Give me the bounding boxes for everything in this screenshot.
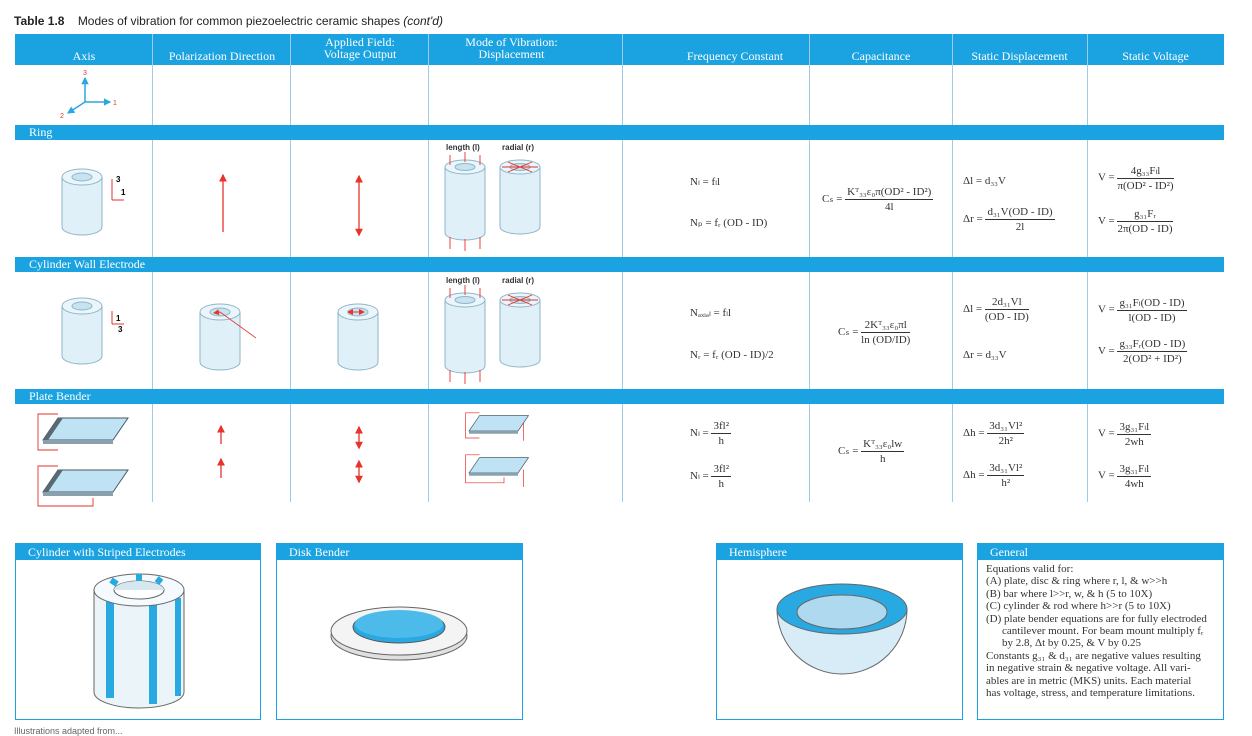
- box-disk-bender-title: Disk Bender: [277, 544, 522, 560]
- plate-lower: [38, 466, 128, 506]
- cylinder-shape-image: [60, 294, 135, 374]
- header-polarization: Polarization Direction: [168, 49, 276, 63]
- header-axis: Axis: [72, 49, 96, 63]
- plate-disp-2-fraction: [987, 462, 1024, 489]
- cylinder-volt-1-fraction: [1117, 296, 1186, 324]
- ring-mode-diagram: [440, 155, 550, 255]
- ring-volt-2-lhs: V =: [1098, 215, 1115, 228]
- plate-freq-1-num: 3fl²: [713, 420, 730, 432]
- ring-disp-2-den: 2l: [1015, 221, 1025, 233]
- ring-mode-length-label: length (l): [446, 143, 480, 152]
- plate-disp-2: [963, 462, 1024, 489]
- cylinder-volt-2-num: g₃₃Fᵣ(OD - ID): [1119, 338, 1186, 350]
- plate-freq-2-lhs: Nₗ =: [690, 470, 709, 483]
- general-line: (C) cylinder & rod where h>>r (5 to 10X): [986, 600, 1171, 613]
- plate-disp-2-num: 3d₃₁Vl²: [989, 462, 1023, 474]
- plate-freq-1-lhs: Nₗ =: [690, 427, 709, 440]
- ring-cap-num: Kᵀ₃₃ε₀π(OD² - ID²): [847, 186, 932, 198]
- disk-bender-image: [327, 594, 472, 674]
- plate-disp-2-den: h²: [1001, 477, 1011, 489]
- cylinder-volt-2: [1098, 338, 1187, 365]
- general-notes: [978, 560, 1223, 702]
- general-line: Equations valid for:: [986, 563, 1074, 575]
- header-frequency: Frequency Constant: [686, 49, 784, 63]
- plate-freq-1: [690, 420, 731, 447]
- box-cylinder-striped: [15, 543, 261, 720]
- cylinder-field-image: [336, 300, 386, 380]
- cylinder-cap-lhs: Cₛ =: [838, 326, 859, 339]
- cylinder-volt-2-fraction: [1117, 338, 1187, 365]
- general-line: (A) plate, disc & ring where r, l, & w>>h: [986, 575, 1168, 588]
- header-applied-field-line1: Applied Field:: [325, 35, 395, 49]
- general-line: ables are in metric (MKS) units. Each material: [986, 674, 1192, 687]
- plate-cap-num: Kᵀ₃₃ε₀lw: [863, 438, 903, 450]
- box-cylinder-striped-title: Cylinder with Striped Electrodes: [16, 544, 260, 560]
- axis-z-label: 2: [60, 113, 64, 120]
- ring-axis-3: 3: [116, 175, 121, 184]
- axis-x-label: 1: [113, 100, 117, 107]
- header-mode-line1: Mode of Vibration:: [465, 35, 558, 49]
- plate-mode-diagram: [462, 410, 542, 500]
- box-general: [977, 543, 1224, 720]
- plate-cap-lhs: Cₛ =: [838, 445, 859, 458]
- plate-volt-1-lhs: V =: [1098, 427, 1115, 440]
- general-line: Constants g₃₁ & d₃₁ are negative values resulting: [986, 649, 1201, 662]
- section-plate-bender: Plate Bender: [15, 389, 1224, 404]
- ring-freq-2: Nₚ = fᵣ (OD - ID): [690, 217, 768, 229]
- cylinder-volt-1-lhs: V =: [1098, 303, 1115, 316]
- cylinder-volt-1-den: l(OD - ID): [1128, 312, 1176, 324]
- ring-shape-image: [60, 165, 135, 245]
- plate-cap-fraction: [861, 438, 904, 465]
- plate-cap-den: h: [879, 453, 886, 465]
- plate-disp-2-lhs: Δh =: [963, 469, 985, 482]
- cylinder-mode-length-label: length (l): [446, 276, 480, 285]
- plate-volt-2-fraction: [1117, 462, 1151, 490]
- ring-volt-1-num: 4g₃₃Fₗl: [1117, 164, 1173, 179]
- cylinder-cap-num: 2Kᵀ₃₃ε₀πl: [861, 319, 910, 333]
- ring-volt-2: [1098, 208, 1173, 235]
- ring-volt-2-fraction: [1117, 208, 1172, 235]
- ring-polarization-arrow: [218, 170, 228, 235]
- plate-volt-2-lhs: V =: [1098, 469, 1115, 482]
- ring-disp-2-lhs: Δr =: [963, 213, 983, 226]
- cylinder-volt-1: [1098, 296, 1187, 324]
- cylinder-polarization-image: [198, 300, 278, 380]
- table-header: [15, 34, 1224, 65]
- ring-freq-1: Nₗ = fₗl: [690, 176, 721, 188]
- plate-disp-1: [963, 420, 1024, 447]
- general-line: by 2.8, Δt by 0.25, & V by 0.25: [1002, 637, 1141, 650]
- plate-disp-1-lhs: Δh =: [963, 427, 985, 440]
- plate-polarization-arrows: [216, 422, 226, 482]
- cylinder-axis-1: 1: [116, 314, 121, 323]
- plate-field-arrows: [354, 422, 364, 482]
- plate-volt-1-fraction: [1117, 420, 1151, 448]
- cylinder-disp-1-den: (OD - ID): [984, 311, 1029, 323]
- ring-volt-1-lhs: V =: [1098, 171, 1115, 184]
- ring-cap-lhs: Cₛ =: [822, 193, 843, 206]
- general-line: cantilever mount. For beam mount multiply fᵣ: [1002, 625, 1204, 638]
- ring-disp-2-num: d₃₁V(OD - ID): [987, 206, 1053, 218]
- ring-cap-den: 4l: [884, 201, 894, 213]
- cylinder-mode-diagram: [440, 288, 550, 388]
- ring-volt-1-den: π(OD² - ID²): [1117, 180, 1174, 192]
- header-applied-field-line2: Voltage Output: [323, 47, 397, 61]
- box-hemisphere: [716, 543, 963, 720]
- cylinder-freq-2: Nᵣ = fᵣ (OD - ID)/2: [690, 349, 774, 361]
- axis-y-label: 3: [83, 70, 87, 77]
- general-line: (D) plate bender equations are for fully electroded: [986, 612, 1207, 625]
- ring-volt-2-num: g₃₁Fᵣ: [1117, 208, 1172, 222]
- cylinder-freq-1: Nₐₓᵢₐₗ = fₗl: [690, 307, 732, 319]
- header-mode: [429, 34, 594, 65]
- cylinder-disp-1-lhs: Δl =: [963, 303, 983, 316]
- header-applied-field: [291, 34, 429, 65]
- cylinder-volt-2-den: 2(OD² + ID²): [1123, 353, 1182, 365]
- plate-bender-image: [33, 410, 143, 515]
- ring-volt-1: [1098, 164, 1174, 192]
- plate-disp-1-num: 3d₃₁Vl²: [989, 420, 1023, 432]
- cylinder-disp-1-fraction: [985, 296, 1029, 323]
- plate-volt-2-den: 4wh: [1124, 478, 1144, 490]
- ring-cap-fraction: [845, 186, 933, 213]
- ring-disp-2-fraction: [985, 206, 1054, 233]
- box-hemisphere-title: Hemisphere: [717, 544, 962, 560]
- plate-cap: [838, 438, 904, 465]
- plate-freq-2: [690, 463, 731, 490]
- cylinder-axis-3: 3: [118, 325, 123, 334]
- cylinder-mode-radial-label: radial (r): [502, 276, 535, 285]
- plate-freq-2-num: 3fl²: [713, 463, 730, 475]
- box-disk-bender: [276, 543, 523, 720]
- header-static-displacement: Static Displacement: [971, 49, 1068, 63]
- plate-volt-2: [1098, 462, 1151, 490]
- table-title-suffix: (cont'd): [403, 14, 443, 28]
- plate-volt-1-num: 3g₃₁Fₗl: [1119, 421, 1150, 433]
- cylinder-disp-1: [963, 296, 1029, 323]
- header-static-voltage: Static Voltage: [1122, 49, 1189, 63]
- plate-freq-2-fraction: [711, 463, 731, 490]
- cylinder-volt-2-lhs: V =: [1098, 345, 1115, 358]
- general-line: in negative strain & negative voltage. All vari-: [986, 662, 1191, 675]
- cylinder-cap: [838, 319, 910, 346]
- axis-diagram: [50, 68, 130, 120]
- plate-disp-1-den: 2h²: [998, 435, 1013, 447]
- plate-upper: [38, 414, 128, 450]
- plate-volt-1: [1098, 420, 1151, 448]
- section-cylinder: Cylinder Wall Electrode: [15, 257, 1224, 272]
- plate-volt-2-num: 3g₃₁Fₗl: [1119, 463, 1150, 475]
- section-ring: Ring: [15, 125, 1224, 140]
- general-line: has voltage, stress, and temperature limitations.: [986, 687, 1195, 700]
- cylinder-cap-fraction: [861, 319, 910, 346]
- table-label: Table 1.8: [14, 14, 65, 28]
- ring-disp-1: Δl = d₃₃V: [963, 175, 1006, 187]
- table-title-text: Modes of vibration for common piezoelectric ceramic shapes: [77, 14, 400, 28]
- cylinder-cap-den: ln (OD/ID): [861, 334, 911, 346]
- ring-disp-2: [963, 206, 1055, 233]
- ring-axis-1: 1: [121, 188, 126, 197]
- header-mode-line2: Displacement: [478, 47, 545, 61]
- striped-cylinder-image: [91, 570, 191, 715]
- plate-volt-1-den: 2wh: [1124, 436, 1144, 448]
- hemisphere-image: [775, 574, 910, 684]
- header-capacitance: Capacitance: [851, 49, 911, 63]
- cylinder-disp-2: Δr = d₃₃V: [963, 349, 1007, 361]
- ring-cap: [822, 186, 933, 213]
- cylinder-volt-1-num: g₃₁Fₗ(OD - ID): [1119, 297, 1185, 309]
- ring-volt-1-fraction: [1117, 164, 1173, 192]
- cylinder-disp-1-num: 2d₃₁Vl: [985, 296, 1029, 310]
- ring-field-arrow: [354, 170, 364, 235]
- footer-text: Illustrations adapted from...: [14, 726, 123, 736]
- plate-freq-2-den: h: [718, 478, 724, 490]
- general-line: (B) bar where l>>r, w, & h (5 to 10X): [986, 587, 1153, 600]
- ring-mode-radial-label: radial (r): [502, 143, 535, 152]
- plate-disp-1-fraction: [987, 420, 1024, 447]
- plate-freq-1-fraction: [711, 420, 731, 447]
- table-title: [14, 14, 443, 28]
- ring-volt-2-den: 2π(OD - ID): [1117, 223, 1173, 235]
- plate-freq-1-den: h: [718, 435, 724, 447]
- box-general-title: General: [978, 544, 1223, 560]
